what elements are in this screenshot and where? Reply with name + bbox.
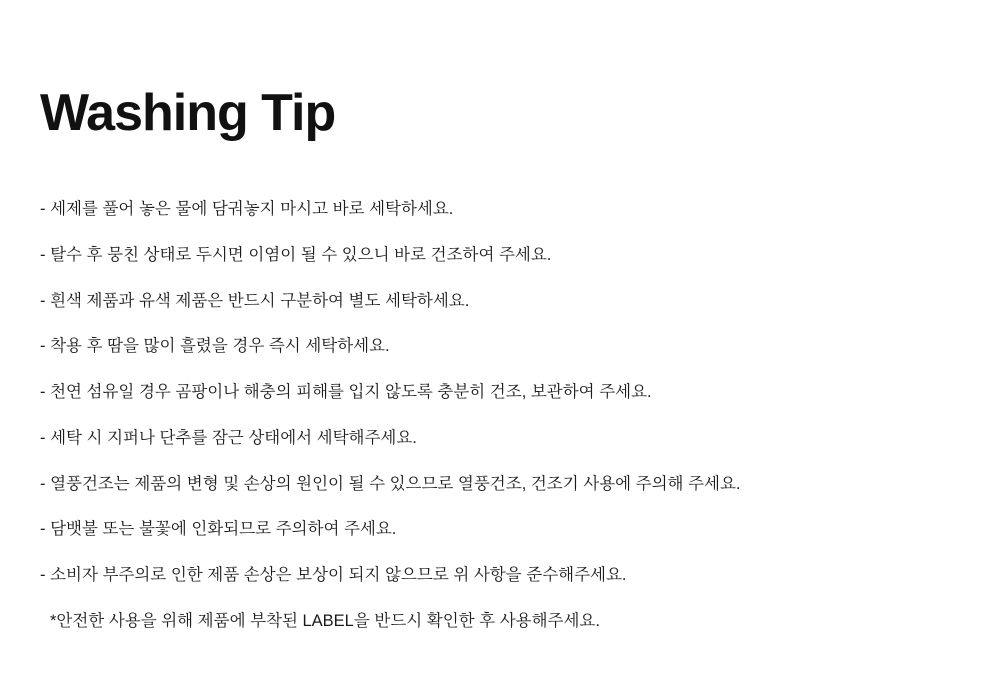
list-item: - 착용 후 땀을 많이 흘렸을 경우 즉시 세탁하세요. xyxy=(40,337,390,356)
list-item: - 세제를 풀어 놓은 물에 담궈놓지 마시고 바로 세탁하세요. xyxy=(40,200,454,218)
list-item: - 흰색 제품과 유색 제품은 반드시 구분하여 별도 세탁하세요. xyxy=(40,291,470,310)
safety-note: *안전한 사용을 위해 제품에 부착된 LABEL을 반드시 확인한 후 사용해주세요. xyxy=(50,611,600,630)
page-title: Washing Tip xyxy=(40,83,336,142)
list-item: - 세탁 시 지퍼나 단추를 잠근 상태에서 세탁해주세요. xyxy=(40,428,417,447)
list-item: - 천연 섬유일 경우 곰팡이나 해충의 피해를 입지 않도록 충분히 건조, 보관하여 주세요. xyxy=(40,383,652,402)
list-item: - 열풍건조는 제품의 변형 및 손상의 원인이 될 수 있으므로 열풍건조, 건조기 사용에 주의해 주세요. xyxy=(40,474,741,493)
list-item: - 탈수 후 뭉친 상태로 두시면 이염이 될 수 있으니 바로 건조하여 주세요. xyxy=(40,245,552,264)
list-item: - 소비자 부주의로 인한 제품 손상은 보상이 되지 않으므로 위 사항을 준수해주세요. xyxy=(40,566,627,585)
tip-list xyxy=(40,198,960,632)
list-item: - 담뱃불 또는 불꽃에 인화되므로 주의하여 주세요. xyxy=(40,520,397,539)
